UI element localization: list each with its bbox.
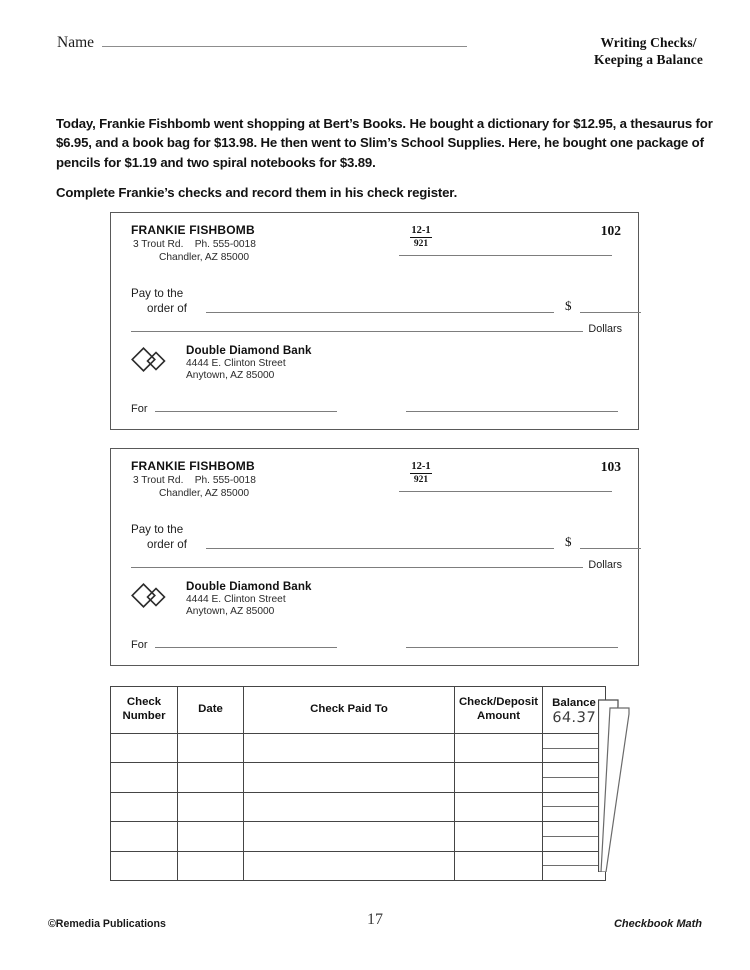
payer-address-line-1: 3 Trout Rd. Ph. 555-0018 [133, 238, 256, 250]
name-field-row [57, 34, 467, 52]
amount-header-line-1: Check/Deposit [458, 696, 539, 709]
check-103[interactable] [110, 448, 639, 666]
cell-balance-bottom[interactable] [543, 866, 605, 880]
column-header-amount [455, 687, 543, 734]
bank-name: Double Diamond Bank [186, 344, 312, 357]
pay-to-the-order-of-label [131, 523, 187, 552]
written-amount-write-in-line[interactable] [131, 321, 583, 332]
cell-date[interactable] [178, 792, 244, 821]
cell-balance[interactable] [543, 734, 606, 763]
cell-amount[interactable] [455, 792, 543, 821]
table-row[interactable] [111, 763, 606, 792]
payer-address-line-1: 3 Trout Rd. Ph. 555-0018 [133, 474, 256, 486]
worksheet-title-line-2: Keeping a Balance [594, 52, 703, 67]
cell-date[interactable] [178, 851, 244, 880]
cell-amount[interactable] [455, 763, 543, 792]
signature-write-in-line[interactable] [406, 637, 618, 648]
pay-to-order-row [131, 287, 621, 317]
amount-header-line-2: Amount [476, 710, 521, 722]
dollar-sign: $ [565, 534, 572, 549]
written-amount-row [131, 321, 622, 335]
cell-date[interactable] [178, 734, 244, 763]
column-header-balance [543, 687, 606, 734]
routing-fraction-denominator: 921 [413, 239, 429, 249]
amount-write-in-box[interactable] [580, 312, 641, 313]
check-number-header-line-2: Number [122, 710, 166, 722]
table-row[interactable] [111, 792, 606, 821]
cell-balance[interactable] [543, 792, 606, 821]
cell-check-paid-to[interactable] [244, 763, 455, 792]
worksheet-title-line-1: Writing Checks/ [600, 35, 697, 50]
column-header-check-paid-to: Check Paid To [244, 687, 455, 734]
for-label: For [131, 639, 148, 651]
cell-amount[interactable] [455, 851, 543, 880]
cell-date[interactable] [178, 763, 244, 792]
cell-balance-bottom[interactable] [543, 749, 605, 763]
story-paragraph: Today, Frankie Fishbomb went shopping at Bert’s Books. He bought a dictionary for $12.95, a thesaurus for $6.95, and a book bag for $13.98. He then went to Slim’s School Supplies. Here, he bought one package of pencils for $1.19 and two spiral notebooks for $3.89. [56, 116, 713, 170]
double-diamond-icon [131, 583, 177, 618]
payee-write-in-line[interactable] [206, 312, 554, 313]
payer-address-line-2: Chandler, AZ 85000 [159, 252, 250, 263]
payer-block [131, 460, 256, 501]
check-number-header-line-1: Check [126, 696, 162, 709]
cell-balance[interactable] [543, 763, 606, 792]
routing-fraction [404, 223, 438, 250]
routing-fraction-denominator: 921 [413, 475, 429, 485]
memo-signature-row [131, 637, 621, 651]
payer-address-line-2: Chandler, AZ 85000 [159, 488, 250, 499]
cell-balance-top[interactable] [543, 793, 605, 808]
table-header-row [111, 687, 606, 734]
balance-header-label: Balance [552, 696, 596, 709]
memo-write-in-line[interactable] [155, 637, 337, 648]
signature-write-in-line[interactable] [406, 401, 618, 412]
pay-label-line-1: Pay to the [131, 523, 184, 536]
column-header-date: Date [178, 687, 244, 734]
memo-write-in-line[interactable] [155, 401, 337, 412]
cell-check-number[interactable] [111, 763, 178, 792]
cell-balance[interactable] [543, 822, 606, 851]
cell-check-number[interactable] [111, 822, 178, 851]
payee-write-in-line[interactable] [206, 548, 554, 549]
cell-balance-bottom[interactable] [543, 778, 605, 792]
payer-name: FRANKIE FISHBOMB [131, 223, 255, 237]
footer-page-number: 17 [367, 911, 383, 928]
pay-to-order-row [131, 523, 621, 553]
cell-date[interactable] [178, 822, 244, 851]
pay-label-line-1: Pay to the [131, 287, 184, 300]
dollars-label: Dollars [588, 559, 622, 571]
name-write-in-line[interactable] [102, 35, 467, 47]
balance-split [543, 793, 605, 821]
balance-split [543, 734, 605, 762]
cell-check-number[interactable] [111, 734, 178, 763]
cell-check-number[interactable] [111, 792, 178, 821]
cell-check-paid-to[interactable] [244, 851, 455, 880]
starting-balance-value: 64.37 [551, 709, 597, 726]
bank-address-block [186, 580, 312, 619]
cell-balance-top[interactable] [543, 763, 605, 778]
balance-split [543, 822, 605, 850]
bank-address-line-2: Anytown, AZ 85000 [186, 606, 275, 618]
check-number: 103 [600, 459, 621, 474]
table-row[interactable] [111, 851, 606, 880]
dollar-sign: $ [565, 298, 572, 313]
check-number: 102 [600, 223, 621, 238]
bank-block [131, 344, 312, 383]
footer-book-title: Checkbook Math [613, 918, 702, 930]
for-label: For [131, 403, 148, 415]
cell-check-number[interactable] [111, 851, 178, 880]
date-write-in-line[interactable] [399, 255, 612, 256]
cell-balance-top[interactable] [543, 822, 605, 837]
table-row[interactable] [111, 822, 606, 851]
bank-address-block [186, 344, 312, 383]
bank-address-line-2: Anytown, AZ 85000 [186, 370, 275, 382]
routing-fraction-numerator: 12-1 [411, 461, 431, 472]
table-body [111, 734, 606, 881]
pay-label-line-2: order of [147, 537, 187, 551]
cell-check-paid-to[interactable] [244, 822, 455, 851]
balance-split [543, 763, 605, 791]
cell-balance-bottom[interactable] [543, 837, 605, 851]
cell-balance-top[interactable] [543, 734, 605, 749]
name-label: Name [57, 34, 95, 51]
dollars-label: Dollars [588, 323, 622, 335]
amount-write-in-box[interactable] [580, 548, 641, 549]
worksheet-title [594, 34, 703, 68]
bank-block [131, 580, 312, 619]
cell-balance-top[interactable] [543, 852, 605, 867]
table-row[interactable] [111, 734, 606, 763]
written-amount-row [131, 557, 622, 571]
pay-to-the-order-of-label [131, 287, 187, 316]
check-register [110, 686, 640, 872]
instruction-text: Complete Frankie’s checks and record them in his check register. [56, 185, 458, 201]
cell-balance[interactable] [543, 851, 606, 880]
memo-signature-row [131, 401, 621, 415]
bank-address-line-1: 4444 E. Clinton Street [186, 593, 286, 605]
cell-amount[interactable] [455, 734, 543, 763]
footer-copyright: ©Remedia Publications [48, 918, 166, 930]
pay-label-line-2: order of [147, 301, 187, 315]
bank-name: Double Diamond Bank [186, 580, 312, 593]
written-amount-write-in-line[interactable] [131, 557, 583, 568]
balance-split [543, 852, 605, 880]
routing-fraction-numerator: 12-1 [411, 225, 431, 236]
date-write-in-line[interactable] [399, 491, 612, 492]
check-register-table [110, 686, 606, 881]
cell-balance-bottom[interactable] [543, 807, 605, 821]
routing-fraction [404, 459, 438, 486]
column-header-check-number [111, 687, 178, 734]
cell-check-paid-to[interactable] [244, 792, 455, 821]
payer-name: FRANKIE FISHBOMB [131, 459, 255, 473]
cell-amount[interactable] [455, 822, 543, 851]
cell-check-paid-to[interactable] [244, 734, 455, 763]
double-diamond-icon [131, 347, 177, 382]
bank-address-line-1: 4444 E. Clinton Street [186, 357, 286, 369]
check-102[interactable] [110, 212, 639, 430]
payer-block [131, 224, 256, 265]
